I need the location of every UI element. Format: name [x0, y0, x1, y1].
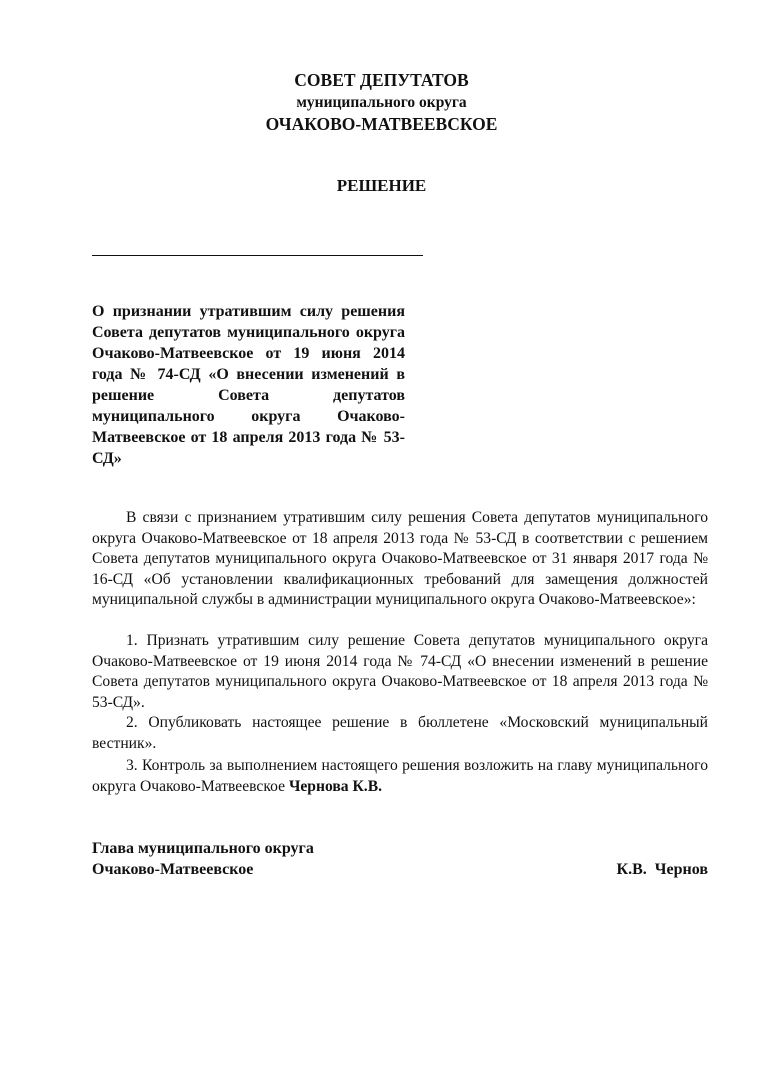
district-name: ОЧАКОВО-МАТВЕЕВСКОЕ: [265, 114, 498, 134]
item-3-name: Чернова К.В.: [288, 777, 382, 795]
item-2-paragraph: [92, 713, 708, 754]
item-3-container: [92, 756, 708, 797]
item-1-text: 1. Признать утратившим силу решение Совета депутатов муниципального округа Очаково-Матвеевское от 19 июня 2014 года № 74-СД «О внесении изменений в решение Совета депутатов муниципального округа Очаково-Матвеевское от 18 апреля 2013 года № 53-СД».: [92, 632, 708, 711]
item-3-paragraph: [92, 756, 708, 797]
intro-paragraph: [92, 508, 708, 611]
item-3-text: 3. Контроль за выполнением настоящего решения возложить на главу муниципального округа Очаково-Матвеевское: [92, 757, 708, 795]
item-2-text: 2. Опубликовать настоящее решение в бюллетене «Московский муниципальный вестник».: [92, 714, 708, 752]
signature-title-line-1: Глава муниципального округа: [92, 840, 314, 857]
intro-text: В связи с признанием утратившим силу решения Совета депутатов муниципального округа Очаково-Матвеевское от 18 апреля 2013 года № 53-СД в соответствии с решением Совета депутатов муниципального округа Очаково-Матвеевское от 31 января 2017 года № 16-СД «Об установлении квалификационных требований для замещения должностей муниципальной службы в администрации муниципального округа Очаково-Матвеевское»:: [92, 509, 708, 608]
signature-title-line-2: Очаково-Матвеевское: [92, 861, 254, 878]
signature-name: К.В. Чернов: [616, 861, 708, 878]
decision-heading: РЕШЕНИЕ: [336, 176, 427, 195]
date-number-line: [92, 255, 423, 256]
signature-block: [92, 838, 708, 880]
municipal-subtitle: муниципального округа: [296, 94, 467, 111]
council-title: СОВЕТ ДЕПУТАТОВ: [294, 70, 469, 90]
decision-subject: О признании утратившим силу решения Совета депутатов муниципального округа Очаково-Матвеевское от 19 июня 2014 года № 74-СД «О внесении изменений в решение Совета депутатов муниципального округа Очаково-Матвеевское от 18 апреля 2013 года № 53-СД»: [92, 303, 405, 467]
item-1-paragraph: [92, 631, 708, 713]
